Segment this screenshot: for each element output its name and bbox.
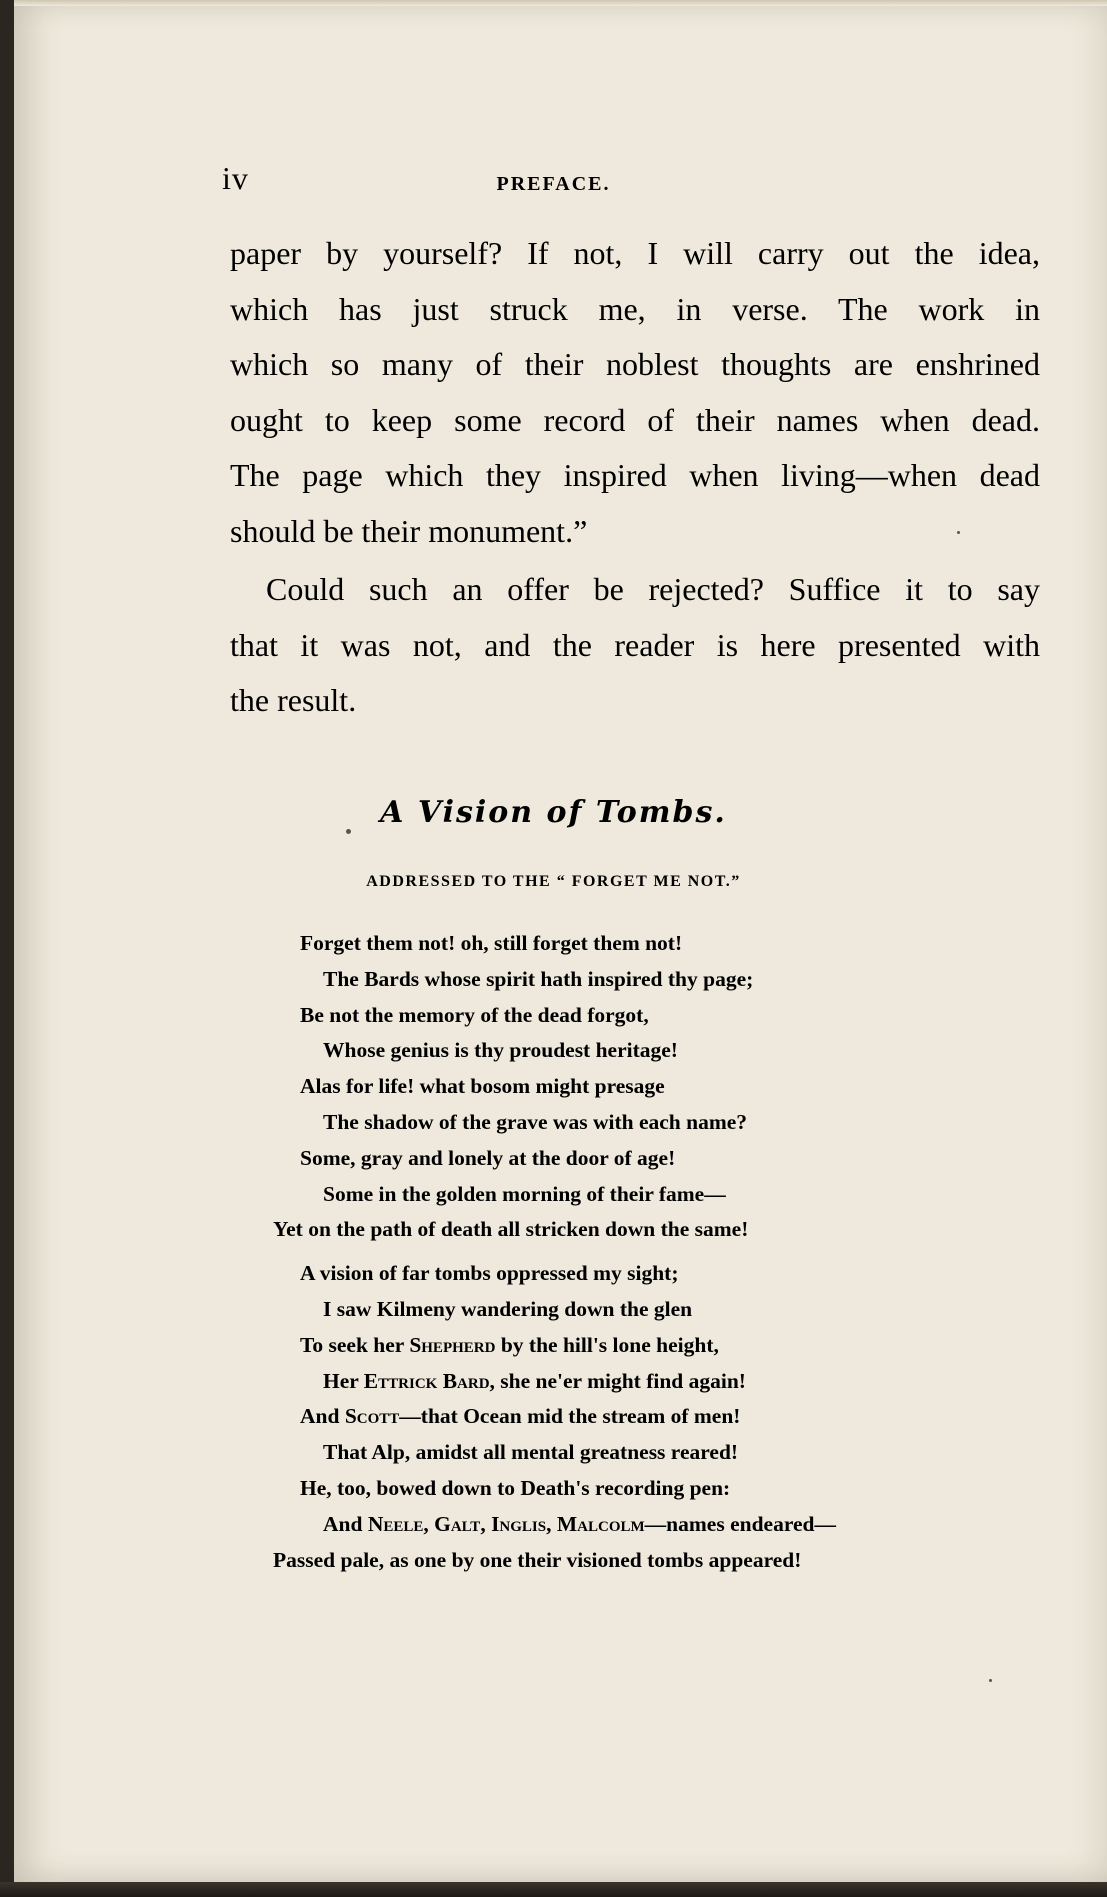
prose-line: should be their monument.” <box>230 512 588 549</box>
prose-line: that it was not, and the reader is here presented with <box>230 626 1040 663</box>
verse-text: To seek her <box>300 1332 410 1357</box>
verse-line: That Alp, amidst all mental greatness reared! <box>323 1440 739 1465</box>
prose-line: The page which they inspired when living—when dead <box>230 457 1040 493</box>
verse-text: , she ne'er might find again! <box>489 1368 746 1393</box>
poem <box>273 926 1060 1578</box>
verse-text: —that Ocean mid the stream of men! <box>399 1404 741 1429</box>
paragraph-1 <box>230 226 1040 559</box>
stanza-2 <box>273 1256 1060 1578</box>
prose-line: which so many of their noblest thoughts are enshrined <box>230 346 1040 382</box>
scan-bottom-edge <box>0 1882 1107 1897</box>
verse-line: Be not the memory of the dead forgot, <box>300 1002 649 1027</box>
verse-line <box>300 1364 1060 1400</box>
preface-text <box>230 226 1040 729</box>
stanza-1 <box>273 926 1060 1248</box>
verse-line: I saw Kilmeny wandering down the glen <box>323 1296 693 1321</box>
paper-speck <box>989 1679 992 1682</box>
verse-line: Whose genius is thy proudest heritage! <box>323 1038 678 1063</box>
paper-speck <box>957 531 960 534</box>
verse-text: Her <box>323 1368 364 1393</box>
running-title: PREFACE. <box>496 173 611 195</box>
verse-text: And <box>323 1511 368 1536</box>
verse-text: And <box>300 1404 345 1429</box>
poem-title: A Vision of Tombs. <box>380 795 727 830</box>
name-small-caps: Shepherd <box>409 1332 496 1357</box>
verse-line: Forget them not! oh, still forget them not! <box>300 931 683 955</box>
name-small-caps: Neele, Galt, Inglis, Malcolm <box>367 1511 645 1536</box>
name-small-caps: Ettrick Bard <box>363 1368 490 1393</box>
verse-line: The shadow of the grave was with each name? <box>323 1109 748 1134</box>
verse-line <box>300 1399 1060 1435</box>
verse-line: A vision of far tombs oppressed my sight; <box>300 1261 679 1286</box>
verse-line: Alas for life! what bosom might presage <box>300 1074 665 1099</box>
poem-subtitle: ADDRESSED TO THE “ FORGET ME NOT.” <box>366 873 741 890</box>
verse-line: Some in the golden morning of their fame— <box>323 1181 726 1206</box>
paragraph-2 <box>230 562 1040 729</box>
page-top-edge <box>14 0 1107 6</box>
prose-line: which has just struck me, in verse. The work in <box>230 290 1040 327</box>
verse-text: —names endeared— <box>644 1511 836 1536</box>
verse-line: Yet on the path of death all stricken down the same! <box>273 1217 749 1242</box>
verse-text: by the hill's lone height, <box>495 1332 719 1357</box>
page-number: iv <box>222 160 249 196</box>
verse-line <box>300 1507 1060 1543</box>
page-header <box>0 160 1107 200</box>
prose-line: ought to keep some record of their names when dead. <box>230 401 1040 438</box>
paper-speck <box>346 829 351 834</box>
name-small-caps: Scott <box>344 1404 400 1429</box>
prose-line: Could such an offer be rejected? Suffice it to say <box>266 571 1040 607</box>
verse-line <box>300 1328 1060 1364</box>
verse-line: He, too, bowed down to Death's recording pen: <box>300 1475 731 1500</box>
verse-line: The Bards whose spirit hath inspired thy page; <box>323 966 754 991</box>
prose-line: the result. <box>230 682 357 718</box>
prose-line: paper by yourself? If not, I will carry out the idea, <box>230 235 1040 271</box>
verse-line: Some, gray and lonely at the door of age! <box>300 1145 676 1170</box>
verse-line: Passed pale, as one by one their visioned tombs appeared! <box>273 1547 802 1572</box>
